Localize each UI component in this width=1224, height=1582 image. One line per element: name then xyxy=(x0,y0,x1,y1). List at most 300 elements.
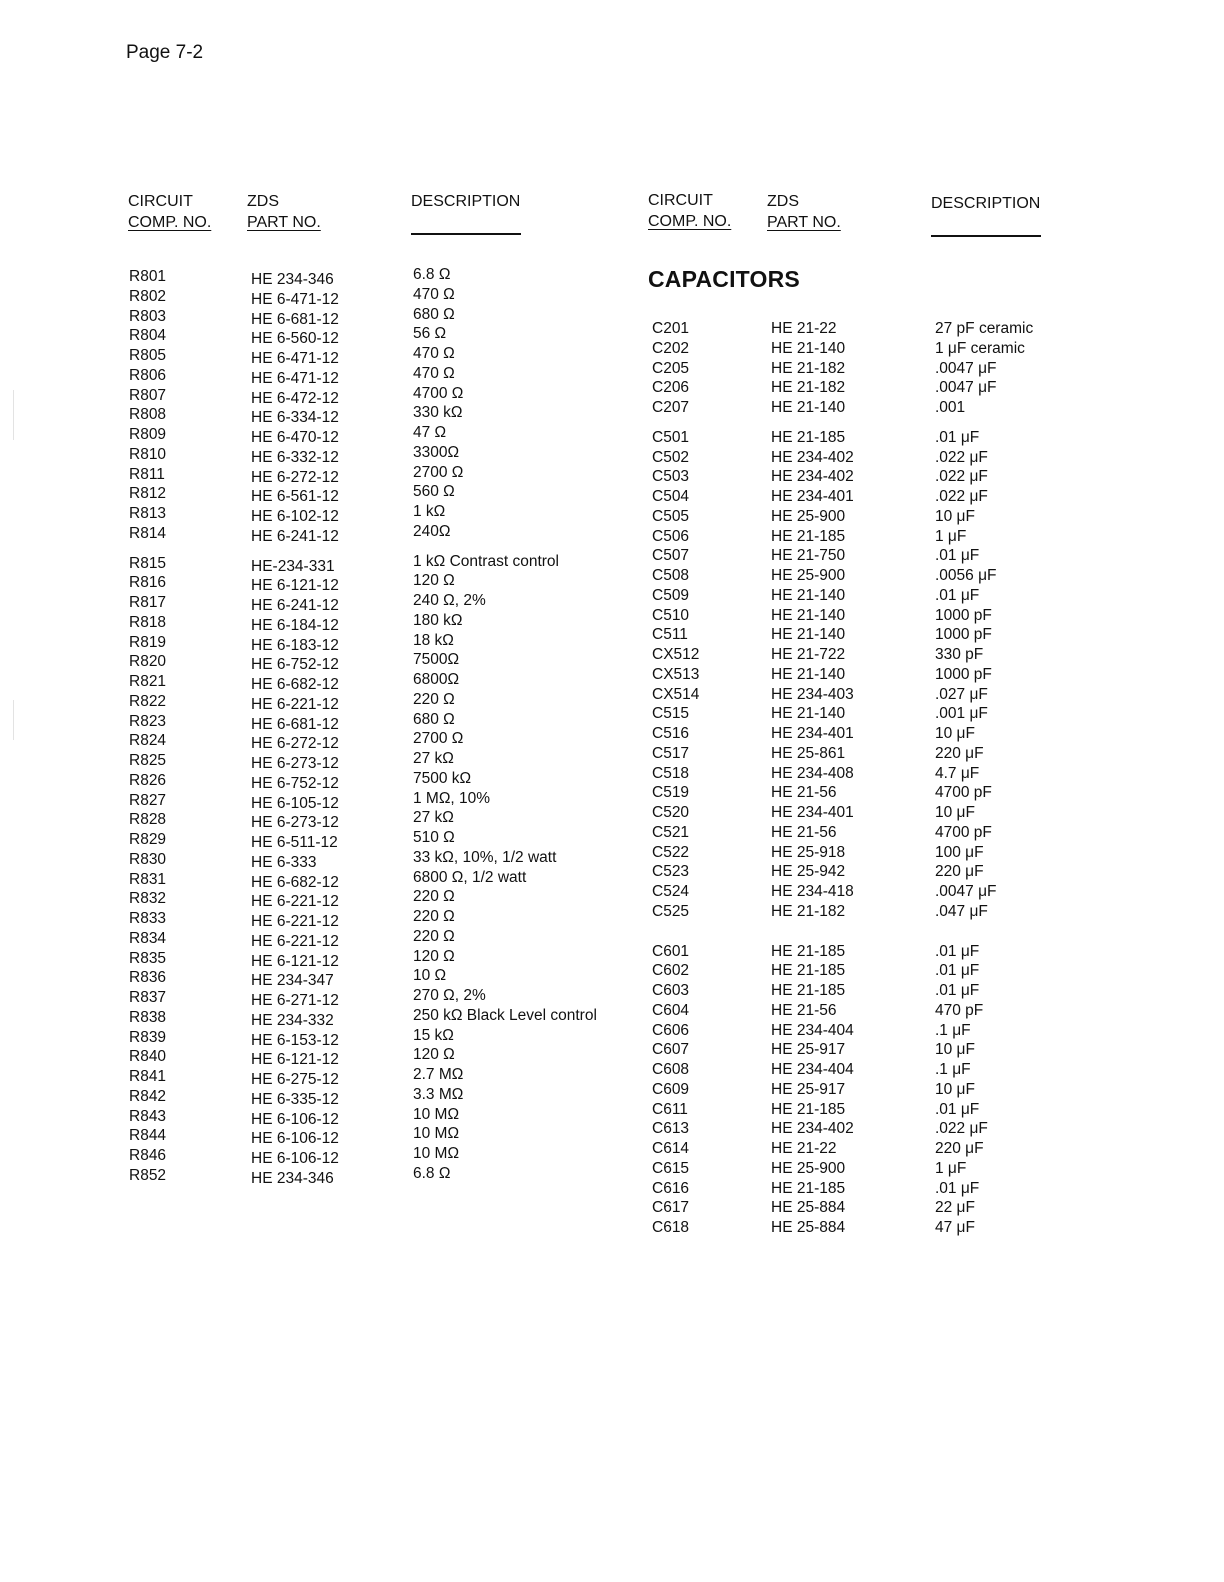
capacitor-description: 10 μF xyxy=(935,1080,975,1098)
capacitor-description: .01 μF xyxy=(935,962,980,980)
resistor-description: 4700 Ω xyxy=(413,384,464,402)
capacitor-comp-no: C202 xyxy=(652,339,690,357)
resistor-comp-no: R805 xyxy=(129,347,167,364)
resistor-comp-no: R836 xyxy=(129,969,167,987)
capacitor-comp-no: C606 xyxy=(652,1021,690,1039)
resistor-part-no: HE-234-331 xyxy=(251,557,335,575)
resistor-description: 7500 kΩ xyxy=(413,769,472,787)
capacitor-comp-no: C608 xyxy=(652,1061,690,1078)
capacitor-description: 10 μF xyxy=(935,804,975,821)
resistor-description: 6800 Ω, 1/2 watt xyxy=(413,868,527,886)
resistor-comp-no: R842 xyxy=(129,1087,167,1105)
capacitor-comp-no: CX512 xyxy=(652,646,700,663)
capacitor-comp-no: C618 xyxy=(652,1219,690,1236)
resistor-comp-no: R838 xyxy=(129,1008,167,1026)
capacitor-comp-no: C617 xyxy=(652,1199,690,1217)
capacitor-description: 10 μF xyxy=(935,507,975,525)
capacitor-part-no: HE 21-140 xyxy=(771,626,846,644)
row-spacer xyxy=(251,547,339,557)
capacitor-part-no: HE 21-140 xyxy=(771,705,846,723)
header-zds-label: ZDS xyxy=(767,193,799,210)
resistor-comp-no: R801 xyxy=(129,268,167,285)
capacitor-comp-no: C614 xyxy=(652,1140,690,1157)
resistor-comp-no: R804 xyxy=(129,327,167,345)
capacitor-comp-no: C207 xyxy=(652,399,690,416)
resistor-comp-no: R832 xyxy=(129,890,167,908)
capacitor-part-no: HE 21-140 xyxy=(771,399,846,416)
capacitor-comp-no: C601 xyxy=(652,942,690,960)
row-spacer xyxy=(935,418,1033,428)
resistor-description: 220 Ω xyxy=(413,690,455,708)
capacitor-description: 1000 pF xyxy=(935,626,992,644)
resistor-comp-no: R820 xyxy=(129,653,167,671)
resistor-part-no: HE 6-471-12 xyxy=(251,290,339,308)
capacitor-comp-no: C505 xyxy=(652,507,690,525)
capacitor-part-no: HE 21-182 xyxy=(771,902,846,920)
resistor-comp-no: R814 xyxy=(129,524,167,542)
resistor-part-no: HE 6-471-12 xyxy=(251,369,339,387)
capacitor-part-no: HE 21-140 xyxy=(771,339,846,357)
resistor-part-no: HE 6-106-12 xyxy=(251,1110,339,1128)
resistor-description: 27 kΩ xyxy=(413,750,454,767)
resistor-comp-no: R844 xyxy=(129,1127,167,1145)
resistor-comp-no: R852 xyxy=(129,1166,167,1184)
capacitor-part-no: HE 21-185 xyxy=(771,962,846,980)
resistor-part-no: HE 6-335-12 xyxy=(251,1090,339,1108)
resistor-comp-no: R807 xyxy=(129,386,167,404)
resistor-comp-no: R846 xyxy=(129,1147,167,1164)
resistor-comp-no: R835 xyxy=(129,949,167,967)
header-description-label: DESCRIPTION xyxy=(931,195,1041,212)
resistor-part-no: HE 6-272-12 xyxy=(251,735,339,753)
resistor-part-no: HE 234-346 xyxy=(251,271,334,288)
resistor-part-no: HE 6-221-12 xyxy=(251,695,339,713)
resistor-part-no: HE 6-121-12 xyxy=(251,1051,339,1069)
resistor-part-no: HE 234-347 xyxy=(251,972,334,990)
row-spacer xyxy=(129,544,166,554)
header-description-rule xyxy=(411,212,521,235)
capacitor-part-no: HE 234-403 xyxy=(771,685,854,703)
resistor-description: 18 kΩ xyxy=(413,631,454,649)
resistor-part-no: HE 6-752-12 xyxy=(251,774,339,792)
resistor-description: 3.3 MΩ xyxy=(413,1085,464,1103)
resistor-description: 220 Ω xyxy=(413,927,455,945)
capacitor-part-no: HE 21-56 xyxy=(771,823,837,841)
resistor-comp-no: R839 xyxy=(129,1028,167,1046)
capacitor-part-no: HE 21-722 xyxy=(771,646,846,663)
resistor-description: 250 kΩ Black Level control xyxy=(413,1006,597,1024)
capacitor-comp-column xyxy=(652,319,699,1238)
resistor-comp-no: R809 xyxy=(129,426,167,443)
resistor-comp-no: R840 xyxy=(129,1048,167,1066)
capacitor-description: .01 μF xyxy=(935,586,980,604)
resistor-description: 10 Ω xyxy=(413,967,447,985)
resistor-part-no: HE 6-682-12 xyxy=(251,676,339,693)
capacitor-part-no: HE 234-402 xyxy=(771,1120,854,1138)
resistor-comp-no: R825 xyxy=(129,752,167,769)
capacitor-desc-column xyxy=(935,319,1033,1238)
resistor-description: 47 Ω xyxy=(413,424,447,441)
capacitor-description: 47 μF xyxy=(935,1219,975,1236)
resistor-part-no: HE 6-273-12 xyxy=(251,814,339,832)
resistor-comp-no: R816 xyxy=(129,574,167,592)
capacitor-comp-no: C522 xyxy=(652,843,690,861)
resistor-part-no: HE 6-153-12 xyxy=(251,1031,339,1049)
capacitor-part-no: HE 21-140 xyxy=(771,586,846,604)
resistor-part-no: HE 234-332 xyxy=(251,1011,334,1029)
resistor-description: 56 Ω xyxy=(413,325,447,343)
capacitor-part-no: HE 25-917 xyxy=(771,1080,846,1098)
capacitor-description: 1000 pF xyxy=(935,606,992,624)
header-zds-part-no-right xyxy=(767,191,841,233)
capacitor-part-no: HE 25-900 xyxy=(771,567,846,584)
capacitor-part-column xyxy=(771,319,854,1238)
resistor-description: 7500Ω xyxy=(413,651,460,669)
resistor-description: 220 Ω xyxy=(413,908,455,925)
capacitor-part-no: HE 234-402 xyxy=(771,468,854,486)
capacitor-description: 100 μF xyxy=(935,843,984,861)
capacitor-comp-no: C501 xyxy=(652,428,690,446)
resistor-comp-no: R823 xyxy=(129,712,167,730)
capacitor-part-no: HE 21-185 xyxy=(771,942,846,960)
resistor-description: 560 Ω xyxy=(413,483,455,501)
capacitor-description: 4700 pF xyxy=(935,784,992,802)
capacitor-part-no: HE 234-401 xyxy=(771,725,854,742)
resistor-comp-no: R818 xyxy=(129,613,167,631)
resistor-part-no: HE 6-682-12 xyxy=(251,873,339,891)
capacitor-part-no: HE 25-884 xyxy=(771,1199,846,1217)
resistor-comp-no: R827 xyxy=(129,791,167,809)
capacitor-comp-no: C611 xyxy=(652,1100,688,1118)
resistor-description: 470 Ω xyxy=(413,285,455,303)
capacitor-part-no: HE 25-900 xyxy=(771,507,846,525)
resistor-part-no: HE 6-332-12 xyxy=(251,448,339,466)
resistor-part-no: HE 6-752-12 xyxy=(251,656,339,674)
capacitor-comp-no: C613 xyxy=(652,1120,690,1138)
capacitor-part-no: HE 25-861 xyxy=(771,744,846,762)
capacitor-description: 27 pF ceramic xyxy=(935,320,1034,337)
capacitor-description: 1 μF xyxy=(935,527,967,545)
resistor-description: 15 kΩ xyxy=(413,1026,454,1044)
resistor-part-no: HE 6-102-12 xyxy=(251,508,339,525)
resistor-description: 270 Ω, 2% xyxy=(413,987,486,1004)
capacitors-section-title: CAPACITORS xyxy=(648,266,800,292)
capacitor-description: .1 μF xyxy=(935,1021,971,1039)
capacitor-description: .0047 μF xyxy=(935,379,997,397)
capacitor-comp-no: C507 xyxy=(652,547,690,565)
resistor-description: 180 kΩ xyxy=(413,611,463,629)
resistor-description: 2700 Ω xyxy=(413,463,464,481)
resistor-description: 2.7 MΩ xyxy=(413,1066,464,1083)
capacitor-comp-no: C520 xyxy=(652,804,690,821)
row-spacer xyxy=(771,922,854,942)
resistor-part-no: HE 6-275-12 xyxy=(251,1071,339,1088)
capacitor-description: .1 μF xyxy=(935,1061,971,1078)
capacitor-comp-no: CX514 xyxy=(652,685,700,703)
resistor-part-no: HE 6-681-12 xyxy=(251,310,339,328)
capacitor-comp-no: C509 xyxy=(652,586,690,604)
resistor-part-no: HE 6-470-12 xyxy=(251,429,339,446)
row-spacer xyxy=(771,418,854,428)
resistor-part-no: HE 6-472-12 xyxy=(251,389,339,407)
capacitor-comp-no: C504 xyxy=(652,488,690,505)
capacitor-description: 1 μF xyxy=(935,1159,967,1177)
resistor-description: 240Ω xyxy=(413,522,451,540)
header-part-no-label: PART NO. xyxy=(247,214,321,231)
resistor-part-no: HE 6-273-12 xyxy=(251,755,339,772)
resistor-comp-no: R803 xyxy=(129,307,167,325)
resistor-comp-no: R808 xyxy=(129,406,167,424)
resistor-comp-no: R843 xyxy=(129,1107,167,1125)
resistor-description: 33 kΩ, 10%, 1/2 watt xyxy=(413,848,557,866)
capacitor-part-no: HE 21-22 xyxy=(771,1140,837,1157)
resistor-description: 6.8 Ω xyxy=(413,1164,451,1182)
header-description-right xyxy=(931,193,1041,237)
header-zds-part-no-left xyxy=(247,191,321,233)
capacitor-description: .0047 μF xyxy=(935,883,997,900)
capacitor-description: .001 μF xyxy=(935,705,988,723)
resistor-comp-no: R829 xyxy=(129,831,167,848)
capacitor-part-no: HE 25-884 xyxy=(771,1219,846,1236)
resistor-description: 220 Ω xyxy=(413,888,455,906)
capacitor-part-no: HE 234-404 xyxy=(771,1061,854,1078)
resistor-description: 680 Ω xyxy=(413,305,455,323)
header-description-label: DESCRIPTION xyxy=(411,193,521,210)
resistor-description: 120 Ω xyxy=(413,1046,455,1064)
row-spacer xyxy=(413,542,597,552)
resistor-part-no: HE 6-681-12 xyxy=(251,715,339,733)
capacitor-comp-no: CX513 xyxy=(652,665,700,683)
resistor-comp-no: R812 xyxy=(129,485,167,503)
capacitor-comp-no: C607 xyxy=(652,1041,690,1059)
capacitor-comp-no: C515 xyxy=(652,705,690,723)
header-circuit-label: CIRCUIT xyxy=(648,192,713,209)
header-circuit-comp-no-left xyxy=(128,191,211,233)
capacitor-part-no: HE 21-140 xyxy=(771,665,846,683)
capacitor-description: .01 μF xyxy=(935,942,980,960)
resistor-part-no: HE 6-272-12 xyxy=(251,468,339,486)
capacitor-comp-no: C519 xyxy=(652,784,690,802)
resistor-part-no: HE 6-560-12 xyxy=(251,330,339,348)
capacitor-part-no: HE 25-900 xyxy=(771,1159,846,1177)
capacitor-description: 220 μF xyxy=(935,744,984,762)
capacitor-description: .01 μF xyxy=(935,982,980,999)
resistor-comp-no: R837 xyxy=(129,989,167,1006)
resistor-description: 240 Ω, 2% xyxy=(413,592,486,609)
resistor-description: 6.8 Ω xyxy=(413,266,451,283)
resistor-description: 27 kΩ xyxy=(413,809,454,827)
capacitor-comp-no: C508 xyxy=(652,567,690,584)
capacitor-description: .047 μF xyxy=(935,902,988,920)
capacitor-part-no: HE 234-418 xyxy=(771,883,854,900)
resistor-description: 10 MΩ xyxy=(413,1125,460,1143)
capacitor-part-no: HE 21-140 xyxy=(771,606,846,624)
resistor-comp-no: R841 xyxy=(129,1068,167,1085)
resistor-description: 510 Ω xyxy=(413,829,455,846)
resistor-comp-no: R824 xyxy=(129,732,167,750)
capacitor-comp-no: C510 xyxy=(652,606,690,624)
resistor-description: 2700 Ω xyxy=(413,730,464,748)
resistor-comp-no: R813 xyxy=(129,505,167,522)
scan-edge-mark xyxy=(13,700,14,740)
resistor-description: 1 kΩ Contrast control xyxy=(413,552,559,570)
resistor-description: 6800Ω xyxy=(413,671,460,688)
capacitor-comp-no: C201 xyxy=(652,320,690,337)
capacitor-part-no: HE 21-56 xyxy=(771,1001,837,1019)
capacitor-part-no: HE 21-750 xyxy=(771,547,846,565)
capacitor-comp-no: C506 xyxy=(652,527,690,545)
resistor-comp-no: R815 xyxy=(129,554,167,572)
resistor-part-no: HE 6-221-12 xyxy=(251,893,339,911)
resistor-comp-no: R831 xyxy=(129,870,167,888)
capacitor-description: 470 pF xyxy=(935,1001,984,1019)
capacitor-comp-no: C502 xyxy=(652,448,690,466)
resistor-comp-no: R821 xyxy=(129,673,167,690)
capacitor-description: 330 pF xyxy=(935,646,984,663)
capacitor-comp-no: C503 xyxy=(652,468,690,486)
capacitor-comp-no: C521 xyxy=(652,823,690,841)
resistor-description: 120 Ω xyxy=(413,947,455,965)
capacitor-comp-no: C616 xyxy=(652,1179,690,1197)
capacitor-comp-no: C518 xyxy=(652,764,690,782)
resistor-comp-no: R811 xyxy=(129,465,165,483)
capacitor-description: .01 μF xyxy=(935,428,980,446)
capacitor-description: 4.7 μF xyxy=(935,764,980,782)
capacitor-description: 10 μF xyxy=(935,1041,975,1059)
resistor-description: 330 kΩ xyxy=(413,404,463,422)
capacitor-part-no: HE 25-942 xyxy=(771,863,846,881)
resistor-part-no: HE 6-221-12 xyxy=(251,932,339,950)
resistor-description: 680 Ω xyxy=(413,710,455,728)
capacitor-part-no: HE 21-185 xyxy=(771,1100,846,1118)
header-description-rule xyxy=(931,214,1041,237)
resistor-part-no: HE 6-221-12 xyxy=(251,913,339,930)
resistor-part-no: HE 6-241-12 xyxy=(251,597,339,614)
resistor-comp-no: R822 xyxy=(129,692,167,710)
resistor-comp-column xyxy=(129,267,166,1186)
resistor-comp-no: R826 xyxy=(129,771,167,789)
capacitor-part-no: HE 234-402 xyxy=(771,448,854,466)
header-description-left xyxy=(411,191,521,235)
capacitor-description: 1000 pF xyxy=(935,665,992,683)
capacitor-description: .027 μF xyxy=(935,685,988,703)
resistor-comp-no: R833 xyxy=(129,910,167,927)
capacitor-part-no: HE 21-185 xyxy=(771,428,846,446)
resistor-comp-no: R806 xyxy=(129,366,167,384)
resistor-part-no: HE 6-105-12 xyxy=(251,794,339,812)
capacitor-comp-no: C511 xyxy=(652,626,688,644)
capacitor-description: .001 xyxy=(935,399,966,416)
capacitor-description: .022 μF xyxy=(935,468,988,486)
capacitor-comp-no: C603 xyxy=(652,982,690,999)
resistor-part-no: HE 6-561-12 xyxy=(251,488,339,506)
resistor-part-no: HE 6-121-12 xyxy=(251,952,339,970)
resistor-part-no: HE 6-471-12 xyxy=(251,350,339,367)
header-zds-label: ZDS xyxy=(247,193,279,210)
capacitor-part-no: HE 234-404 xyxy=(771,1021,854,1039)
resistor-desc-column xyxy=(413,265,597,1184)
capacitor-comp-no: C609 xyxy=(652,1080,690,1098)
page-number: Page 7-2 xyxy=(126,42,204,63)
resistor-comp-no: R830 xyxy=(129,850,167,868)
capacitor-description: 10 μF xyxy=(935,725,975,742)
resistor-comp-no: R817 xyxy=(129,594,167,611)
scan-edge-mark xyxy=(13,390,14,440)
header-circuit-label: CIRCUIT xyxy=(128,193,193,210)
capacitor-description: .022 μF xyxy=(935,448,988,466)
resistor-comp-no: R810 xyxy=(129,445,167,463)
capacitor-description: .01 μF xyxy=(935,1100,980,1118)
resistor-part-no: HE 6-106-12 xyxy=(251,1150,339,1167)
capacitor-description: .0047 μF xyxy=(935,359,997,377)
resistor-description: 470 Ω xyxy=(413,364,455,382)
resistor-part-no: HE 6-183-12 xyxy=(251,636,339,654)
capacitor-comp-no: C615 xyxy=(652,1159,690,1177)
resistor-description: 1 MΩ, 10% xyxy=(413,789,491,807)
resistor-description: 3300Ω xyxy=(413,443,460,461)
row-spacer xyxy=(652,418,699,428)
resistor-description: 120 Ω xyxy=(413,572,455,590)
header-part-no-label: PART NO. xyxy=(767,214,841,231)
header-comp-no-label: COMP. NO. xyxy=(648,213,732,230)
capacitor-part-no: HE 25-917 xyxy=(771,1041,846,1059)
capacitor-comp-no: C525 xyxy=(652,902,690,920)
capacitor-comp-no: C517 xyxy=(652,744,690,762)
capacitor-comp-no: C604 xyxy=(652,1001,690,1019)
capacitor-part-no: HE 21-185 xyxy=(771,527,846,545)
capacitor-comp-no: C516 xyxy=(652,725,690,742)
capacitor-description: 22 μF xyxy=(935,1199,975,1217)
resistor-part-no: HE 6-184-12 xyxy=(251,616,339,634)
row-spacer xyxy=(652,922,699,942)
resistor-part-no: HE 6-121-12 xyxy=(251,577,339,595)
capacitor-comp-no: C205 xyxy=(652,359,690,377)
resistor-part-no: HE 234-346 xyxy=(251,1169,334,1187)
capacitor-description: .0056 μF xyxy=(935,567,997,584)
capacitor-description: 1 μF ceramic xyxy=(935,339,1025,357)
resistor-description: 10 MΩ xyxy=(413,1105,460,1123)
resistor-part-no: HE 6-271-12 xyxy=(251,992,339,1009)
capacitor-comp-no: C602 xyxy=(652,962,690,980)
resistor-part-no: HE 6-333 xyxy=(251,853,317,871)
resistor-part-column xyxy=(251,270,339,1189)
capacitor-description: .022 μF xyxy=(935,488,988,505)
resistor-description: 1 kΩ xyxy=(413,503,446,520)
capacitor-part-no: HE 21-182 xyxy=(771,379,846,397)
capacitor-description: .01 μF xyxy=(935,1179,980,1197)
capacitor-part-no: HE 234-401 xyxy=(771,804,854,821)
capacitor-comp-no: C206 xyxy=(652,379,690,397)
capacitor-description: 220 μF xyxy=(935,1140,984,1157)
capacitor-description: 220 μF xyxy=(935,863,984,881)
capacitor-part-no: HE 21-185 xyxy=(771,982,846,999)
capacitor-part-no: HE 21-56 xyxy=(771,784,837,802)
resistor-description: 10 MΩ xyxy=(413,1145,460,1162)
capacitor-description: .01 μF xyxy=(935,547,980,565)
capacitor-part-no: HE 21-182 xyxy=(771,359,846,377)
resistor-description: 470 Ω xyxy=(413,345,455,362)
capacitor-comp-no: C523 xyxy=(652,863,690,881)
row-spacer xyxy=(935,922,1033,942)
header-circuit-comp-no-right xyxy=(648,190,731,232)
capacitor-part-no: HE 21-22 xyxy=(771,320,837,337)
resistor-comp-no: R802 xyxy=(129,287,167,305)
capacitor-description: 4700 pF xyxy=(935,823,992,841)
resistor-part-no: HE 6-511-12 xyxy=(251,834,338,851)
capacitor-part-no: HE 234-408 xyxy=(771,764,854,782)
header-comp-no-label: COMP. NO. xyxy=(128,214,212,231)
capacitor-description: .022 μF xyxy=(935,1120,988,1138)
